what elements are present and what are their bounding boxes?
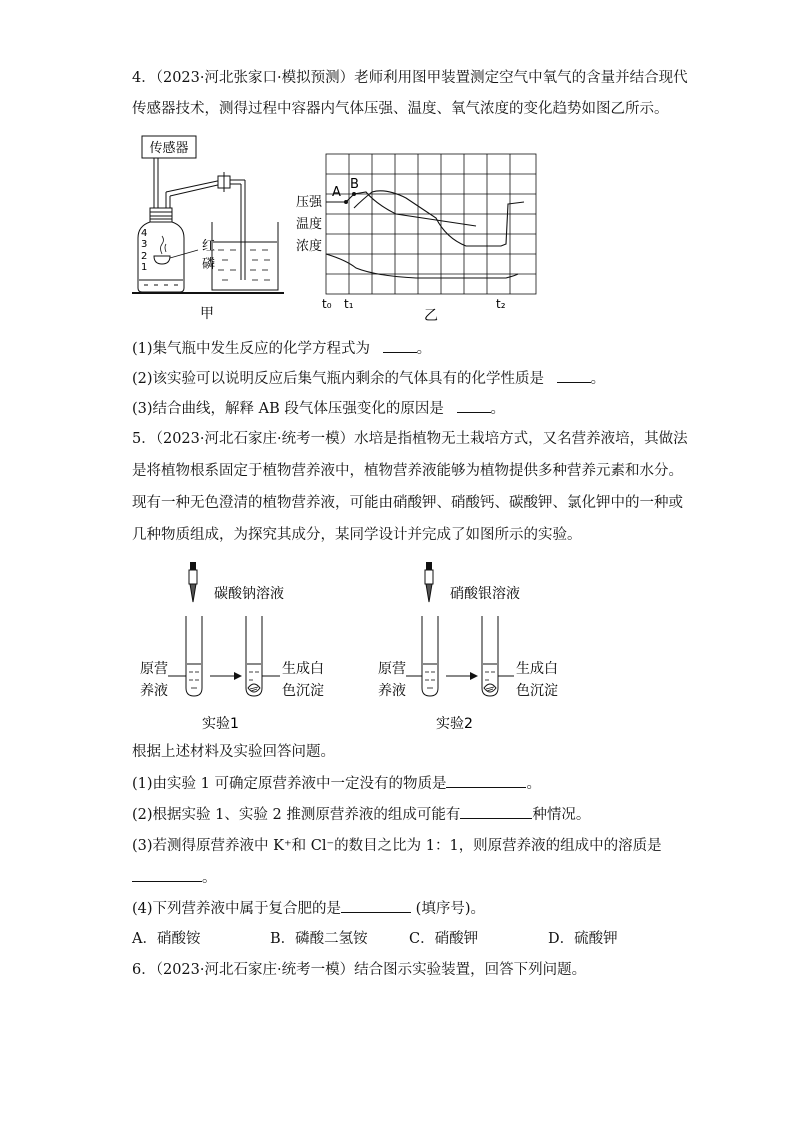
red-phosphorus-label-1: 红	[202, 239, 216, 254]
exp1-reagent-label: 碳酸钠溶液	[214, 586, 284, 602]
q4-sub-3-period: 。	[490, 401, 505, 417]
bottle-mark-3: 3	[141, 239, 148, 250]
option-c[interactable]: C．硝酸钾	[409, 931, 479, 947]
q4-line-1: 4．（2023·河北张家口·模拟预测）老师利用图甲装置测定空气中氧气的含量并结合现代	[132, 70, 688, 86]
temperature-label: 温度	[296, 217, 323, 232]
q4-sub-1-blank[interactable]	[383, 338, 417, 353]
figure-yi-caption: 乙	[424, 308, 438, 324]
q4-sub-3-blank[interactable]	[457, 398, 491, 413]
option-d[interactable]: D．硫酸钾	[548, 931, 618, 947]
q5-sub-2-blank[interactable]	[460, 804, 532, 819]
point-b-label: B	[350, 177, 359, 192]
exp1-right-label-1: 生成白	[282, 661, 324, 677]
q5-sub-4	[132, 898, 485, 919]
q5-line-2: 是将植物根系固定于植物营养液中，植物营养液能够为植物提供多种营养元素和水分。	[132, 463, 683, 479]
bottle-mark-2: 2	[141, 251, 148, 262]
q4-sub-2-blank[interactable]	[557, 368, 591, 383]
bottle-mark-4: 4	[141, 228, 148, 239]
t2-label: t₂	[496, 297, 506, 311]
q4-sub-2-period: 。	[590, 371, 606, 387]
figure-jia-caption: 甲	[200, 306, 214, 322]
figure-jia-apparatus	[132, 130, 292, 320]
q5-line-4: 几种物质组成，为探究其成分，某同学设计并完成了如图所示的实验。	[132, 527, 582, 543]
q5-sub-3-period: 。	[202, 870, 217, 886]
q4-sub-3	[132, 398, 505, 419]
q4-sub-2	[132, 368, 605, 389]
q5-sub-4-blank[interactable]	[341, 898, 411, 913]
q5-line-3: 现有一种无色澄清的植物营养液，可能由硝酸钾、硝酸钙、碳酸钾、氯化钾中的一种或	[132, 495, 683, 511]
red-phosphorus-label-2: 磷	[202, 257, 216, 272]
q5-sub-3-blank[interactable]	[132, 867, 202, 882]
exp2-left-label-2: 养液	[378, 683, 406, 699]
t0-label: t₀	[322, 297, 332, 311]
temperature-curve	[354, 191, 524, 246]
graph-curves	[326, 191, 524, 278]
q5-options	[132, 929, 618, 949]
q4-line-2: 传感器技术，测得过程中容器内气体压强、温度、氧气浓度的变化趋势如图乙所示。	[132, 101, 669, 117]
q6-line-1: 6．（2023·河北石家庄·统考一模）结合图示实验装置，回答下列问题。	[132, 962, 587, 978]
experiment-2-figure	[376, 558, 596, 738]
q5-sub-2	[132, 804, 590, 825]
exp2-caption: 实验2	[436, 716, 473, 732]
q5-intro: 根据上述材料及实验回答问题。	[132, 744, 335, 760]
option-a[interactable]: A．硝酸铵	[132, 931, 201, 947]
q5-sub-2-post: 种情况。	[532, 807, 591, 823]
q5-sub-3-answer	[132, 867, 217, 888]
q5-sub-1-blank[interactable]	[446, 773, 526, 788]
q5-sub-1-period: 。	[526, 776, 541, 792]
pressure-curve	[326, 192, 476, 226]
point-a-dot	[344, 200, 348, 204]
q4-sub-1-text: (1)集气瓶中发生反应的化学方程式为	[132, 341, 371, 357]
q5-sub-1	[132, 773, 541, 794]
pressure-label: 压强	[296, 195, 323, 210]
t1-label: t₁	[344, 297, 354, 311]
q4-sub-1	[132, 338, 431, 359]
q5-sub-3: (3)若测得原营养液中 K⁺和 Cl⁻的数目之比为 1：1，则原营养液的组成中的溶质是	[132, 838, 662, 854]
q5-sub-1-text: (1)由实验 1 可确定原营养液中一定没有的物质是	[132, 776, 447, 792]
concentration-label: 浓度	[296, 239, 323, 254]
exp1-caption: 实验1	[202, 716, 239, 732]
q4-sub-3-text: (3)结合曲线，解释 AB 段气体压强变化的原因是	[132, 401, 444, 417]
exp1-left-label-2: 养液	[140, 683, 168, 699]
q5-sub-4-text: (4)下列营养液中属于复合肥的是	[132, 901, 342, 917]
figure-yi-graph	[296, 148, 556, 328]
q4-sub-2-text: (2)该实验可以说明反应后集气瓶内剩余的气体具有的化学性质是	[132, 371, 545, 387]
exp2-reagent-label: 硝酸银溶液	[450, 586, 520, 602]
bottle-mark-1: 1	[141, 262, 148, 273]
q5-sub-4-post: (填序号)。	[415, 901, 485, 917]
experiment-1-figure	[138, 558, 358, 738]
option-b[interactable]: B．磷酸二氢铵	[270, 931, 368, 947]
exp2-right-label-1: 生成白	[516, 661, 558, 677]
exp1-right-label-2: 色沉淀	[282, 683, 324, 699]
q5-sub-2-text: (2)根据实验 1、实验 2 推测原营养液的组成可能有	[132, 807, 461, 823]
exp1-left-label-1: 原营	[140, 661, 168, 677]
sensor-label: 传感器	[149, 141, 189, 156]
exp2-right-label-2: 色沉淀	[516, 683, 558, 699]
point-b-dot	[352, 192, 356, 196]
q5-line-1: 5．（2023·河北石家庄·统考一模）水培是指植物无土栽培方式，又名营养液培，其做法	[132, 431, 688, 447]
point-a-label: A	[332, 185, 341, 200]
q4-sub-1-period: 。	[416, 341, 432, 357]
exp2-left-label-1: 原营	[378, 661, 406, 677]
